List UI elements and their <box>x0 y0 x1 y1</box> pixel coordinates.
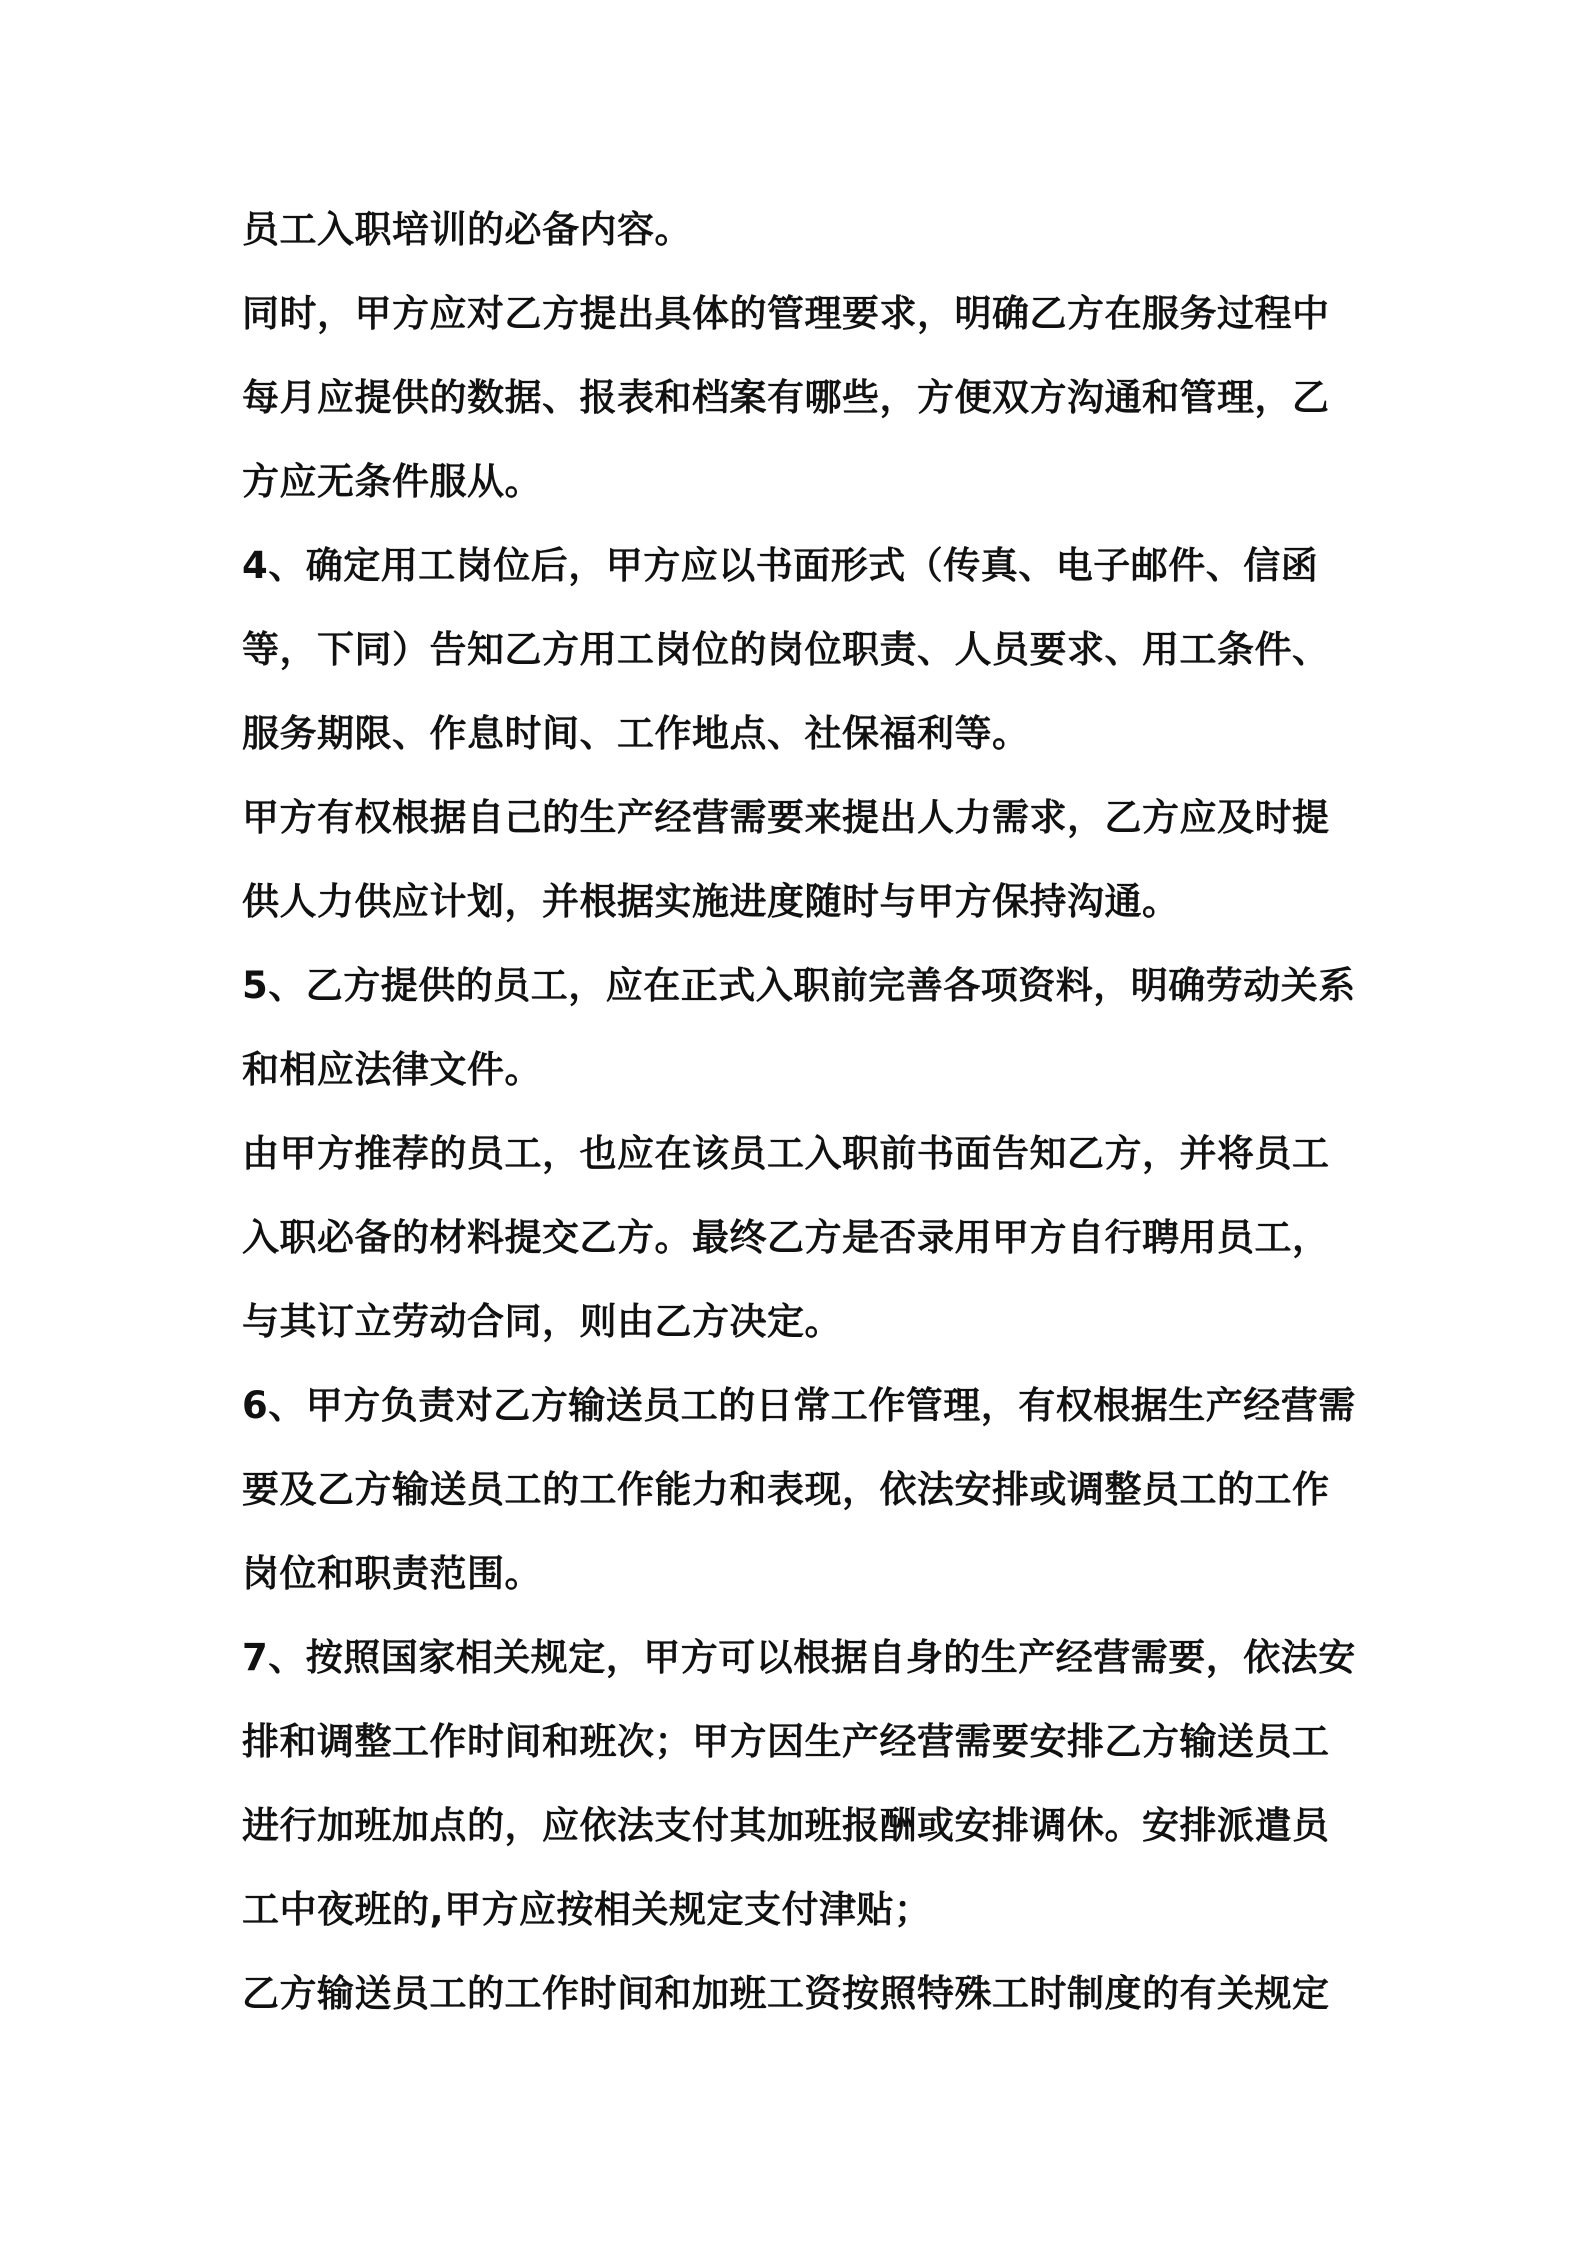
paragraph: 7、按照国家相关规定，甲方可以根据自身的生产经营需要，依法安排和调整工作时间和班次；甲方因生产经营需要安排乙方输送员工进行加班加点的，应依法支付其加班报酬或安排调休。安排派遣员工中夜班的,甲方应按相关规定支付津贴； <box>242 1636 1356 1931</box>
paragraph: 由甲方推荐的员工，也应在该员工入职前书面告知乙方，并将员工入职必备的材料提交乙方。最终乙方是否录用甲方自行聘用员工，与其订立劳动合同，则由乙方决定。 <box>242 1132 1330 1343</box>
paragraph: 5、乙方提供的员工，应在正式入职前完善各项资料，明确劳动关系和相应法律文件。 <box>242 964 1356 1091</box>
paragraph: 甲方有权根据自己的生产经营需要来提出人力需求，乙方应及时提供人力供应计划，并根据实施进度随时与甲方保持沟通。 <box>242 796 1330 923</box>
paragraph: 员工入职培训的必备内容。 <box>242 208 692 251</box>
paragraph: 乙方输送员工的工作时间和加班工资按照特殊工时制度的有关规定 <box>242 1972 1330 2015</box>
document-body <box>242 188 1362 2036</box>
paragraph: 同时，甲方应对乙方提出具体的管理要求，明确乙方在服务过程中每月应提供的数据、报表和档案有哪些，方便双方沟通和管理，乙方应无条件服从。 <box>242 292 1330 503</box>
paragraph: 4、确定用工岗位后，甲方应以书面形式（传真、电子邮件、信函等，下同）告知乙方用工岗位的岗位职责、人员要求、用工条件、服务期限、作息时间、工作地点、社保福利等。 <box>242 544 1330 755</box>
paragraph: 6、甲方负责对乙方输送员工的日常工作管理，有权根据生产经营需要及乙方输送员工的工作能力和表现，依法安排或调整员工的工作岗位和职责范围。 <box>242 1384 1356 1595</box>
